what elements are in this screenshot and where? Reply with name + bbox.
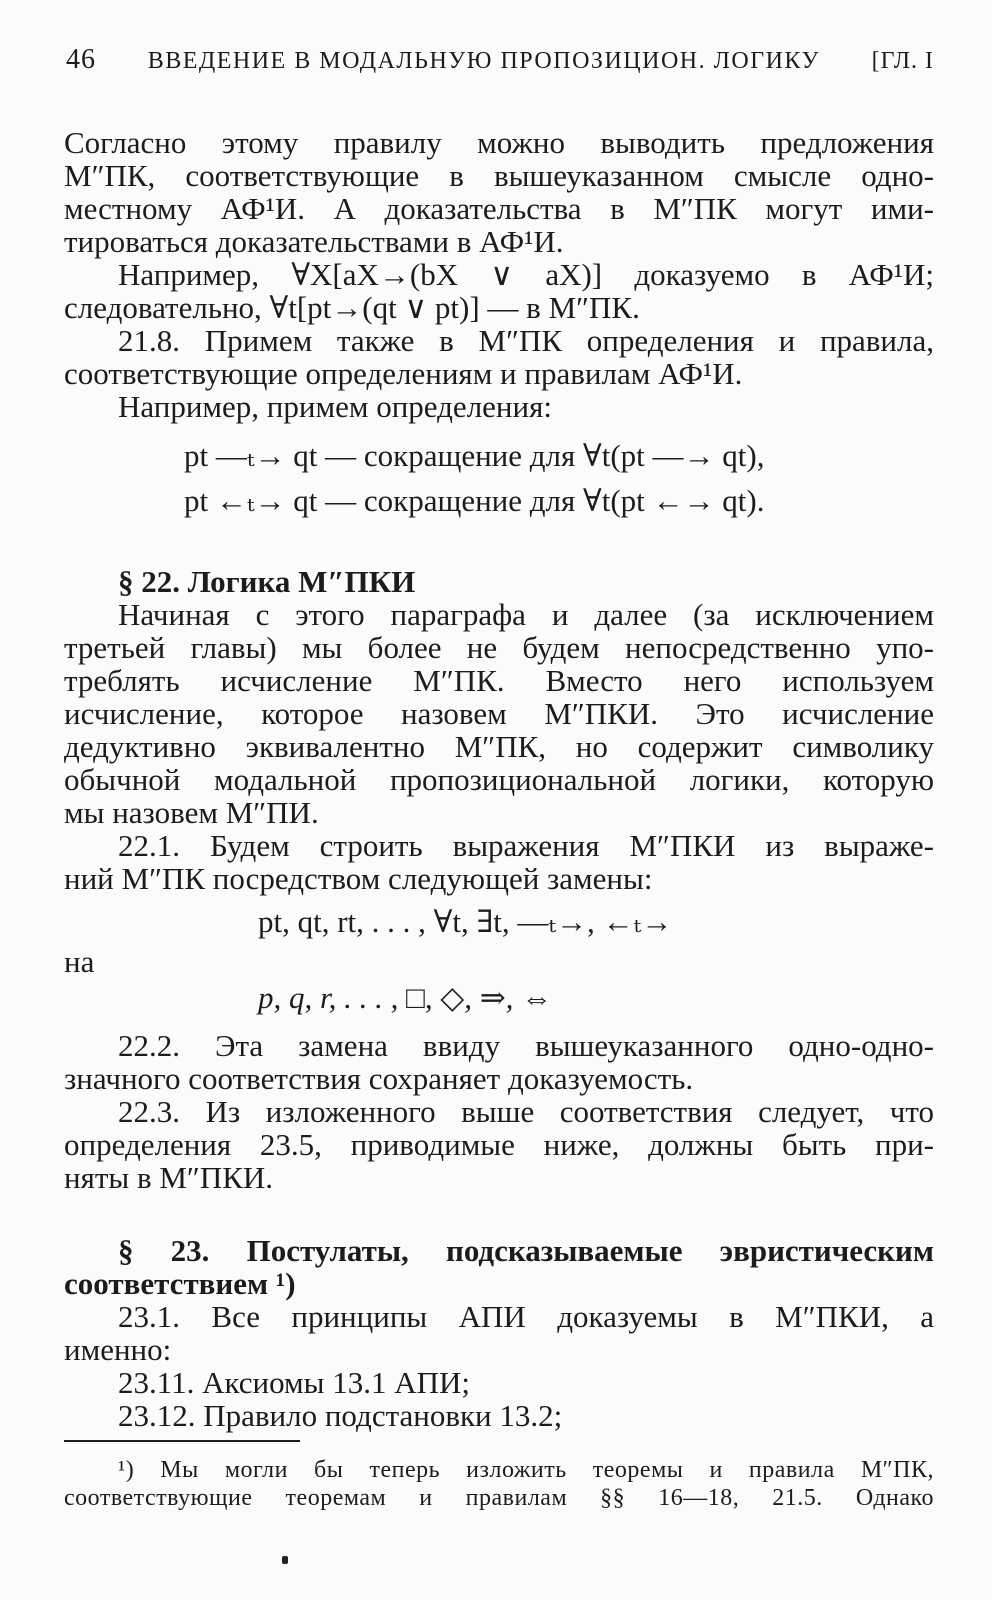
substitution-target-symbols: p, q, r, . . . , □, ◇, ⇒, ⇔ <box>258 980 553 1015</box>
text-line: тироваться доказательствами в АФ¹И. <box>64 224 564 259</box>
text-line: 22.1. Будем строить выражения М″ПКИ из выраже- <box>118 828 934 863</box>
text-line: именно: <box>64 1332 172 1367</box>
footnote <box>64 1456 934 1512</box>
text-line: следовательно, ∀t[pt→(qt ∨ pt)] — в М″ПК. <box>64 290 640 325</box>
substitution-table <box>64 905 934 1025</box>
running-title: ВВЕДЕНИЕ В МОДАЛЬНУЮ ПРОПОЗИЦИОН. ЛОГИКУ <box>147 48 820 74</box>
paragraph-1 <box>64 126 934 258</box>
running-header <box>66 44 934 76</box>
text-line: ний М″ПК посредством следующей замены: <box>64 861 653 896</box>
text-line: 21.8. Примем также в М″ПК определения и правила, <box>118 323 934 358</box>
section-22-heading: § 22. Логика М″ПКИ <box>118 564 416 599</box>
text-line: местному АФ¹И. А доказательства в М″ПК могут ими- <box>64 191 934 226</box>
substitution-word: на <box>64 944 95 979</box>
section-22-intro <box>64 598 934 829</box>
print-speck <box>282 1556 288 1564</box>
text-line: 22.2. Эта замена ввиду вышеуказанного одно-одно- <box>118 1028 934 1063</box>
text-line: 23.1. Все принципы АПИ доказуемы в М″ПКИ, а <box>118 1299 934 1334</box>
paragraph-2 <box>64 258 934 324</box>
text-line: значного соответствия сохраняет доказуемость. <box>64 1061 694 1096</box>
substitution-source-symbols: pt, qt, rt, . . . , ∀t, ∃t, —ₜ→, ←ₜ→ <box>258 904 673 939</box>
text-line: няты в М″ПКИ. <box>64 1160 274 1195</box>
text-line: определения 23.5, приводимые ниже, должны быть при- <box>64 1127 934 1162</box>
body-text <box>64 126 934 1432</box>
footnote-line: ¹) Мы могли бы теперь изложить теоремы и правила М″ПК, <box>118 1457 934 1483</box>
text-line: 22.3. Из изложенного выше соответствия следует, что <box>118 1094 934 1129</box>
text-line: Начиная с этого параграфа и далее (за исключением <box>118 597 934 632</box>
text-line: соответствующие определениям и правилам АФ¹И. <box>64 356 743 391</box>
paragraph-23-11: 23.11. Аксиомы 13.1 АПИ; <box>118 1365 471 1400</box>
text-line: обычной модальной пропозициональной логики, которую <box>64 762 934 797</box>
paragraph-22-1 <box>64 829 934 895</box>
footnote-line: соответствующие теоремам и правилам §§ 16—18, 21.5. Однако <box>64 1485 934 1511</box>
text-line: исчисление, которое назовем М″ПКИ. Это исчисление <box>64 696 934 731</box>
footnote-divider <box>64 1440 300 1442</box>
chapter-label: [ГЛ. I <box>871 48 934 74</box>
text-line: Согласно этому правилу можно выводить предложения <box>64 125 934 160</box>
text-line: третьей главы) мы более не будем непосредственно упо- <box>64 630 934 665</box>
paragraph-23-1 <box>64 1300 934 1366</box>
text-line: дедуктивно эквивалентно М″ПК, но содержит символику <box>64 729 934 764</box>
paragraph-22-2 <box>64 1029 934 1095</box>
paragraph-example: Например, примем определения: <box>118 389 552 424</box>
definition-formula-2: pt ←ₜ→ qt — сокращение для ∀t(pt ←→ qt). <box>184 483 765 518</box>
page-number: 46 <box>66 44 96 75</box>
heading-line: соответствием ¹) <box>64 1266 296 1301</box>
definition-formula-1: pt —ₜ→ qt — сокращение для ∀t(pt —→ qt), <box>184 438 765 473</box>
text-line: мы назовем М″ПИ. <box>64 795 319 830</box>
paragraph-23-12: 23.12. Правило подстановки 13.2; <box>118 1398 563 1433</box>
section-23-heading <box>64 1234 934 1300</box>
paragraph-22-3 <box>64 1095 934 1194</box>
text-line: М″ПК, соответствующие в вышеуказанном смысле одно- <box>64 158 934 193</box>
text-line: треблять исчисление М″ПК. Вместо него используем <box>64 663 934 698</box>
text-line: Например, ∀X[aX→(bX ∨ aX)] доказуемо в АФ¹И; <box>118 257 934 292</box>
heading-line: § 23. Постулаты, подсказываемые эвристическим <box>118 1233 934 1268</box>
paragraph-21-8 <box>64 324 934 390</box>
